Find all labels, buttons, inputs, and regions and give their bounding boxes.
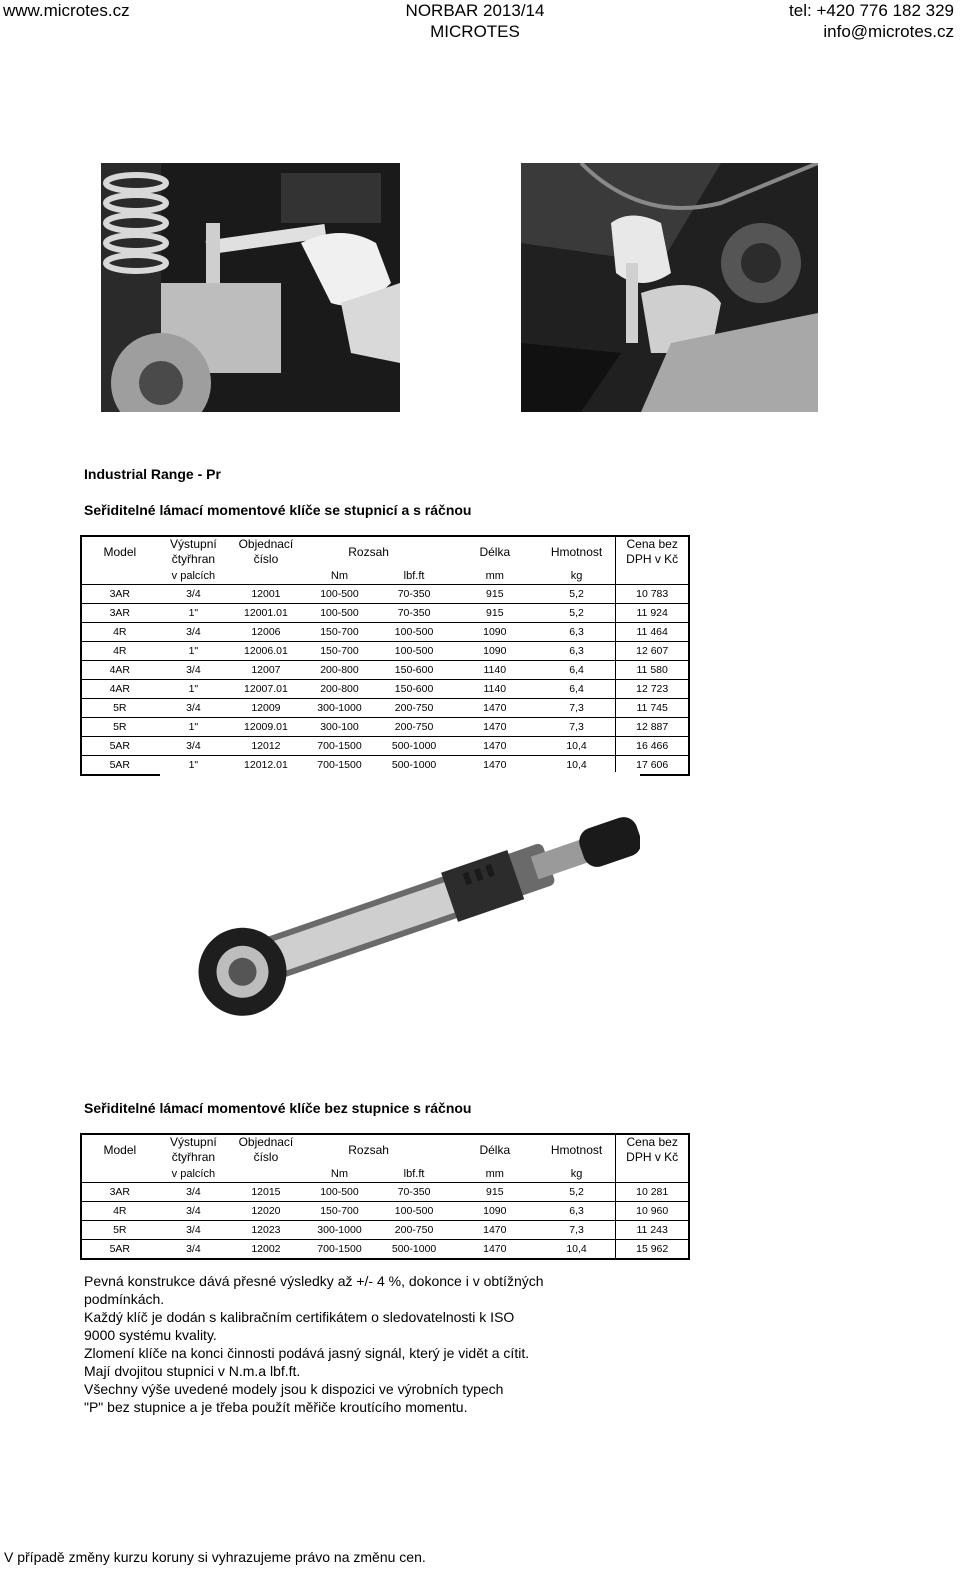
cell-range-nm: 150-700 xyxy=(303,623,377,642)
cell-length: 915 xyxy=(452,604,538,623)
col-price-l2: DPH v Kč xyxy=(626,552,679,566)
unit-lbft: lbf.ft xyxy=(376,567,452,585)
cell-model: 5AR xyxy=(81,1240,158,1260)
col-order-l1: Objednací xyxy=(238,1135,294,1149)
cell-model: 4R xyxy=(81,1202,158,1221)
cell-order-number: 12009.01 xyxy=(229,718,303,737)
table1-body xyxy=(81,585,689,776)
cell-range-lbft: 500-1000 xyxy=(376,1240,452,1260)
cell-drive: 3/4 xyxy=(158,623,230,642)
header-phone: tel: +420 776 182 329 xyxy=(789,1,954,20)
col-drive xyxy=(158,536,230,567)
cell-price: 15 962 xyxy=(616,1240,689,1260)
description-line: 9000 systému kvality. xyxy=(84,1327,217,1343)
cell-order-number: 12001 xyxy=(229,585,303,604)
col-order xyxy=(229,1134,303,1165)
cell-weight: 7,3 xyxy=(538,699,616,718)
cell-order-number: 12006 xyxy=(229,623,303,642)
cell-drive: 3/4 xyxy=(158,1221,230,1240)
cell-range-lbft: 100-500 xyxy=(376,1202,452,1221)
table1-title: Seřiditelné lámací momentové klíče se stupnicí a s ráčnou xyxy=(84,502,472,518)
cell-price: 11 243 xyxy=(616,1221,689,1240)
col-price xyxy=(616,1134,689,1165)
table2-body xyxy=(81,1183,689,1260)
cell-weight: 6,3 xyxy=(538,642,616,661)
cell-length: 1090 xyxy=(452,1202,538,1221)
cell-length: 1470 xyxy=(452,1240,538,1260)
col-range: Rozsah xyxy=(348,545,389,559)
col-length: Délka xyxy=(479,544,511,559)
unit-length: mm xyxy=(452,567,538,585)
table1-units-row xyxy=(81,567,689,585)
col-range-lbft xyxy=(348,536,452,567)
table-row xyxy=(81,1240,689,1260)
cell-range-lbft: 70-350 xyxy=(376,1183,452,1202)
unit-weight: kg xyxy=(538,567,616,585)
cell-range-lbft: 500-1000 xyxy=(376,737,452,756)
photo-wrench-engine xyxy=(521,163,818,412)
header-center xyxy=(400,0,550,42)
col-length: Délka xyxy=(479,1142,511,1157)
cell-order-number: 12012 xyxy=(229,737,303,756)
cell-model: 5R xyxy=(81,699,158,718)
cell-range-nm: 200-800 xyxy=(303,680,377,699)
cell-order-number: 12007.01 xyxy=(229,680,303,699)
cell-price: 11 580 xyxy=(616,661,689,680)
cell-order-number: 12012.01 xyxy=(229,756,303,776)
cell-model: 5AR xyxy=(81,756,158,776)
col-price-l2: DPH v Kč xyxy=(626,1150,679,1164)
cell-weight: 5,2 xyxy=(538,1183,616,1202)
cell-weight: 5,2 xyxy=(538,585,616,604)
cell-range-nm: 300-1000 xyxy=(303,699,377,718)
description-line: Zlomení klíče na konci činnosti podává jasný signál, který je vidět a cítit. xyxy=(84,1345,530,1361)
table-row xyxy=(81,585,689,604)
unit-nm: Nm xyxy=(303,567,377,585)
cell-drive: 3/4 xyxy=(158,737,230,756)
cell-model: 3AR xyxy=(81,585,158,604)
cell-price: 11 924 xyxy=(616,604,689,623)
cell-order-number: 12009 xyxy=(229,699,303,718)
table-row xyxy=(81,642,689,661)
col-order-l2: číslo xyxy=(253,1150,279,1164)
description-line: Mají dvojitou stupnici v N.m.a lbf.ft. xyxy=(84,1363,301,1379)
cell-drive: 1" xyxy=(158,718,230,737)
cell-drive: 1" xyxy=(158,604,230,623)
range-title: Industrial Range - Pr xyxy=(84,466,221,482)
cell-model: 5R xyxy=(81,1221,158,1240)
cell-model: 5R xyxy=(81,718,158,737)
cell-range-lbft: 100-500 xyxy=(376,642,452,661)
cell-range-nm: 300-1000 xyxy=(303,1221,377,1240)
cell-order-number: 12006.01 xyxy=(229,642,303,661)
col-price xyxy=(616,536,689,567)
col-model: Model xyxy=(103,1142,137,1157)
cell-range-nm: 100-500 xyxy=(303,604,377,623)
table-row xyxy=(81,661,689,680)
unit-order xyxy=(229,567,303,585)
product-description xyxy=(84,1272,604,1416)
header-company: MICROTES xyxy=(430,22,520,41)
unit-order xyxy=(229,1165,303,1183)
table-row xyxy=(81,680,689,699)
table2-title: Seřiditelné lámací momentové klíče bez stupnice s ráčnou xyxy=(84,1100,472,1116)
col-order xyxy=(229,536,303,567)
cell-weight: 10,4 xyxy=(538,756,616,776)
table-row xyxy=(81,1202,689,1221)
unit-price xyxy=(616,1165,689,1183)
cell-length: 1470 xyxy=(452,699,538,718)
cell-price: 12 607 xyxy=(616,642,689,661)
cell-length: 915 xyxy=(452,1183,538,1202)
cell-price: 10 960 xyxy=(616,1202,689,1221)
cell-order-number: 12007 xyxy=(229,661,303,680)
cell-order-number: 12015 xyxy=(229,1183,303,1202)
footer-note: V případě změny kurzu koruny si vyhrazujeme právo na změnu cen. xyxy=(4,1549,426,1565)
cell-range-lbft: 200-750 xyxy=(376,1221,452,1240)
cell-model: 3AR xyxy=(81,604,158,623)
cell-weight: 6,3 xyxy=(538,623,616,642)
cell-price: 10 783 xyxy=(616,585,689,604)
unit-price xyxy=(616,567,689,585)
table2 xyxy=(80,1133,690,1260)
cell-model: 4R xyxy=(81,642,158,661)
col-drive-l2: čtyřhran xyxy=(171,552,216,566)
col-model: Model xyxy=(103,544,137,559)
cell-drive: 3/4 xyxy=(158,1202,230,1221)
header-website[interactable]: www.microtes.cz xyxy=(3,1,130,20)
table-row xyxy=(81,623,689,642)
table-row xyxy=(81,1183,689,1202)
cell-range-nm: 700-1500 xyxy=(303,737,377,756)
cell-length: 915 xyxy=(452,585,538,604)
cell-weight: 5,2 xyxy=(538,604,616,623)
col-weight: Hmotnost xyxy=(550,1142,603,1157)
cell-price: 10 281 xyxy=(616,1183,689,1202)
header-contact xyxy=(789,0,954,42)
cell-length: 1140 xyxy=(452,661,538,680)
cell-weight: 10,4 xyxy=(538,737,616,756)
unit-model xyxy=(81,1165,158,1183)
col-range-lbft xyxy=(348,1134,452,1165)
table-row xyxy=(81,718,689,737)
table-row xyxy=(81,1221,689,1240)
table-row xyxy=(81,604,689,623)
description-line: Každý klíč je dodán s kalibračním certifikátem o sledovatelnosti k ISO xyxy=(84,1309,515,1325)
cell-drive: 3/4 xyxy=(158,1183,230,1202)
cell-weight: 10,4 xyxy=(538,1240,616,1260)
cell-weight: 7,3 xyxy=(538,718,616,737)
cell-model: 4R xyxy=(81,623,158,642)
cell-order-number: 12020 xyxy=(229,1202,303,1221)
cell-length: 1470 xyxy=(452,737,538,756)
cell-weight: 6,3 xyxy=(538,1202,616,1221)
cell-price: 11 464 xyxy=(616,623,689,642)
cell-range-lbft: 70-350 xyxy=(376,604,452,623)
unit-lbft: lbf.ft xyxy=(376,1165,452,1183)
unit-drive: v palcích xyxy=(158,567,230,585)
description-line: "P" bez stupnice a je třeba použít měřiče kroutícího momentu. xyxy=(84,1399,468,1415)
cell-range-lbft: 100-500 xyxy=(376,623,452,642)
cell-range-nm: 200-800 xyxy=(303,661,377,680)
cell-range-lbft: 150-600 xyxy=(376,661,452,680)
col-range: Rozsah xyxy=(348,1143,389,1157)
col-order-l1: Objednací xyxy=(238,537,294,551)
cell-weight: 6,4 xyxy=(538,680,616,699)
cell-drive: 1" xyxy=(158,680,230,699)
cell-price: 12 887 xyxy=(616,718,689,737)
photo-wrench-suspension xyxy=(101,163,400,412)
cell-order-number: 12023 xyxy=(229,1221,303,1240)
cell-price: 17 606 xyxy=(616,756,689,776)
header-email[interactable]: info@microtes.cz xyxy=(823,22,954,41)
col-weight: Hmotnost xyxy=(550,544,603,559)
cell-drive: 1" xyxy=(158,642,230,661)
cell-model: 3AR xyxy=(81,1183,158,1202)
unit-weight: kg xyxy=(538,1165,616,1183)
description-line: Všechny výše uvedené modely jsou k dispozici ve výrobních typech xyxy=(84,1381,504,1397)
cell-order-number: 12001.01 xyxy=(229,604,303,623)
description-line: Pevná konstrukce dává přesné výsledky až +/- 4 %, dokonce i v obtížných xyxy=(84,1273,544,1289)
cell-range-nm: 700-1500 xyxy=(303,756,377,776)
table-row xyxy=(81,699,689,718)
cell-range-lbft: 500-1000 xyxy=(376,756,452,776)
col-drive-l1: Výstupní xyxy=(170,1135,217,1149)
cell-drive: 3/4 xyxy=(158,699,230,718)
cell-range-nm: 150-700 xyxy=(303,1202,377,1221)
unit-drive: v palcích xyxy=(158,1165,230,1183)
table2-units-row xyxy=(81,1165,689,1183)
cell-length: 1470 xyxy=(452,718,538,737)
cell-drive: 3/4 xyxy=(158,1240,230,1260)
unit-length: mm xyxy=(452,1165,538,1183)
cell-price: 16 466 xyxy=(616,737,689,756)
table1 xyxy=(80,535,690,776)
cell-length: 1470 xyxy=(452,756,538,776)
col-price-l1: Cena bez xyxy=(626,537,678,551)
unit-model xyxy=(81,567,158,585)
cell-weight: 6,4 xyxy=(538,661,616,680)
cell-price: 11 745 xyxy=(616,699,689,718)
cell-drive: 1" xyxy=(158,756,230,776)
cell-range-nm: 100-500 xyxy=(303,1183,377,1202)
table1-header-row xyxy=(81,536,689,567)
photo-torque-wrench xyxy=(160,772,640,1042)
col-order-l2: číslo xyxy=(253,552,279,566)
cell-model: 5AR xyxy=(81,737,158,756)
unit-nm: Nm xyxy=(303,1165,377,1183)
cell-range-nm: 150-700 xyxy=(303,642,377,661)
header-catalog-title: NORBAR 2013/14 xyxy=(405,1,545,20)
cell-range-lbft: 200-750 xyxy=(376,718,452,737)
cell-range-nm: 700-1500 xyxy=(303,1240,377,1260)
col-drive-l1: Výstupní xyxy=(170,537,217,551)
cell-range-nm: 300-100 xyxy=(303,718,377,737)
cell-price: 12 723 xyxy=(616,680,689,699)
cell-drive: 3/4 xyxy=(158,585,230,604)
cell-range-nm: 100-500 xyxy=(303,585,377,604)
table-row xyxy=(81,737,689,756)
col-drive xyxy=(158,1134,230,1165)
cell-length: 1090 xyxy=(452,642,538,661)
table2-header-row xyxy=(81,1134,689,1165)
cell-drive: 3/4 xyxy=(158,661,230,680)
cell-length: 1140 xyxy=(452,680,538,699)
cell-range-lbft: 70-350 xyxy=(376,585,452,604)
cell-range-lbft: 200-750 xyxy=(376,699,452,718)
cell-length: 1090 xyxy=(452,623,538,642)
cell-weight: 7,3 xyxy=(538,1221,616,1240)
col-drive-l2: čtyřhran xyxy=(171,1150,216,1164)
cell-length: 1470 xyxy=(452,1221,538,1240)
cell-model: 4AR xyxy=(81,661,158,680)
col-price-l1: Cena bez xyxy=(626,1135,678,1149)
cell-range-lbft: 150-600 xyxy=(376,680,452,699)
cell-order-number: 12002 xyxy=(229,1240,303,1260)
cell-model: 4AR xyxy=(81,680,158,699)
description-line: podmínkách. xyxy=(84,1291,165,1307)
